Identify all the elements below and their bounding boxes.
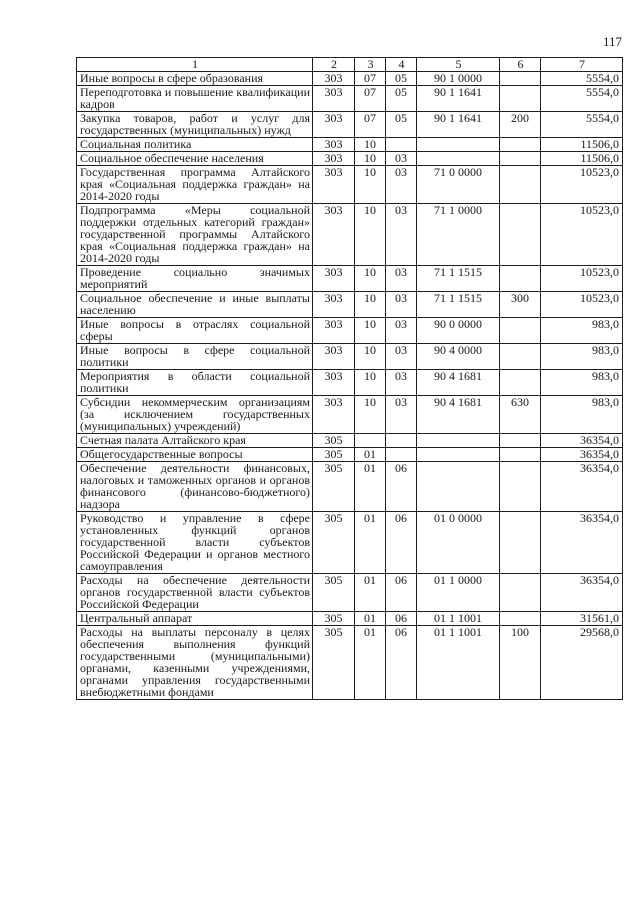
- target-article-cell: 01 1 1001: [417, 626, 500, 700]
- item-name-cell: Обеспечение деятельности финансовых, налоговых и таможенных органов и органов финансового (финансово-бюджетного) надзора: [77, 462, 313, 512]
- table-row: [77, 72, 623, 86]
- ministry-code-cell: 303: [313, 370, 355, 396]
- amount-cell: 36354,0: [541, 462, 623, 512]
- target-article-cell: [417, 448, 500, 462]
- expense-type-cell: [500, 574, 541, 612]
- target-article-cell: 90 1 1641: [417, 112, 500, 138]
- subsection-code-cell: [386, 448, 417, 462]
- amount-cell: 983,0: [541, 344, 623, 370]
- table-row: [77, 370, 623, 396]
- subsection-code-cell: 03: [386, 166, 417, 204]
- item-name-cell: Подпрограмма «Меры социальной поддержки отдельных категорий граждан» государственной программы Алтайского края «Социальная поддержка граждан» на 2014-2020 годы: [77, 204, 313, 266]
- table-row: [77, 344, 623, 370]
- item-name-cell: Субсидии некоммерческим организациям (за исключением государственных (муниципальных) учреждений): [77, 396, 313, 434]
- ministry-code-cell: 303: [313, 166, 355, 204]
- expense-type-cell: [500, 86, 541, 112]
- subsection-code-cell: [386, 138, 417, 152]
- amount-cell: 11506,0: [541, 138, 623, 152]
- target-article-cell: 90 1 0000: [417, 72, 500, 86]
- subsection-code-cell: 03: [386, 396, 417, 434]
- subsection-code-cell: 03: [386, 266, 417, 292]
- expense-type-cell: 100: [500, 626, 541, 700]
- expense-type-cell: [500, 448, 541, 462]
- subsection-code-cell: 03: [386, 318, 417, 344]
- ministry-code-cell: 303: [313, 292, 355, 318]
- amount-cell: 11506,0: [541, 152, 623, 166]
- section-code-cell: 01: [355, 448, 386, 462]
- item-name-cell: Государственная программа Алтайского края «Социальная поддержка граждан» на 2014-2020 годы: [77, 166, 313, 204]
- item-name-cell: Переподготовка и повышение квалификации кадров: [77, 86, 313, 112]
- expense-type-cell: [500, 512, 541, 574]
- amount-cell: 5554,0: [541, 86, 623, 112]
- section-code-cell: 01: [355, 574, 386, 612]
- ministry-code-cell: 305: [313, 462, 355, 512]
- target-article-cell: 71 1 1515: [417, 266, 500, 292]
- target-article-cell: 90 4 1681: [417, 370, 500, 396]
- section-code-cell: 10: [355, 292, 386, 318]
- table-row: [77, 86, 623, 112]
- target-article-cell: 90 4 1681: [417, 396, 500, 434]
- target-article-cell: [417, 462, 500, 512]
- expense-type-cell: [500, 72, 541, 86]
- section-code-cell: 10: [355, 370, 386, 396]
- item-name-cell: Социальная политика: [77, 138, 313, 152]
- amount-cell: 10523,0: [541, 292, 623, 318]
- item-name-cell: Расходы на выплаты персоналу в целях обеспечения выполнения функций государственными (муниципальными) органами, казенными учреждениями, органами управления государственными внебюджетными фондами: [77, 626, 313, 700]
- ministry-code-cell: 303: [313, 266, 355, 292]
- item-name-cell: Социальное обеспечение и иные выплаты населению: [77, 292, 313, 318]
- expense-type-cell: [500, 344, 541, 370]
- header-cell: 1: [77, 58, 313, 72]
- table-body: [77, 72, 623, 700]
- table-row: [77, 138, 623, 152]
- target-article-cell: 71 1 1515: [417, 292, 500, 318]
- ministry-code-cell: 305: [313, 574, 355, 612]
- table-row: [77, 166, 623, 204]
- item-name-cell: Счетная палата Алтайского края: [77, 434, 313, 448]
- ministry-code-cell: 303: [313, 318, 355, 344]
- section-code-cell: 01: [355, 462, 386, 512]
- ministry-code-cell: 305: [313, 612, 355, 626]
- expense-type-cell: [500, 138, 541, 152]
- ministry-code-cell: 303: [313, 152, 355, 166]
- item-name-cell: Расходы на обеспечение деятельности органов государственной власти субъектов Российской Федерации: [77, 574, 313, 612]
- ministry-code-cell: 303: [313, 396, 355, 434]
- target-article-cell: 01 0 0000: [417, 512, 500, 574]
- item-name-cell: Проведение социально значимых мероприятий: [77, 266, 313, 292]
- section-code-cell: 01: [355, 612, 386, 626]
- target-article-cell: [417, 434, 500, 448]
- expense-type-cell: [500, 152, 541, 166]
- subsection-code-cell: 06: [386, 626, 417, 700]
- amount-cell: 36354,0: [541, 448, 623, 462]
- table-row: [77, 462, 623, 512]
- subsection-code-cell: 03: [386, 152, 417, 166]
- table-row: [77, 318, 623, 344]
- expense-type-cell: [500, 266, 541, 292]
- header-cell: 2: [313, 58, 355, 72]
- ministry-code-cell: 303: [313, 112, 355, 138]
- amount-cell: 5554,0: [541, 72, 623, 86]
- table-header-row: [77, 58, 623, 72]
- expense-type-cell: [500, 370, 541, 396]
- section-code-cell: 07: [355, 72, 386, 86]
- target-article-cell: 01 1 0000: [417, 574, 500, 612]
- table-row: [77, 396, 623, 434]
- subsection-code-cell: 06: [386, 612, 417, 626]
- expense-type-cell: [500, 612, 541, 626]
- amount-cell: 29568,0: [541, 626, 623, 700]
- budget-table: [76, 57, 623, 700]
- table-row: [77, 626, 623, 700]
- expense-type-cell: 630: [500, 396, 541, 434]
- target-article-cell: 90 1 1641: [417, 86, 500, 112]
- header-cell: 3: [355, 58, 386, 72]
- target-article-cell: 01 1 1001: [417, 612, 500, 626]
- subsection-code-cell: 03: [386, 204, 417, 266]
- item-name-cell: Руководство и управление в сфере установленных функций органов государственной власти субъектов Российской Федерации и органов местного самоуправления: [77, 512, 313, 574]
- target-article-cell: [417, 138, 500, 152]
- target-article-cell: 90 0 0000: [417, 318, 500, 344]
- ministry-code-cell: 305: [313, 434, 355, 448]
- amount-cell: 31561,0: [541, 612, 623, 626]
- ministry-code-cell: 303: [313, 204, 355, 266]
- ministry-code-cell: 305: [313, 448, 355, 462]
- expense-type-cell: [500, 166, 541, 204]
- subsection-code-cell: 06: [386, 574, 417, 612]
- table-row: [77, 512, 623, 574]
- amount-cell: 36354,0: [541, 512, 623, 574]
- subsection-code-cell: 05: [386, 112, 417, 138]
- amount-cell: 10523,0: [541, 204, 623, 266]
- section-code-cell: 01: [355, 512, 386, 574]
- ministry-code-cell: 303: [313, 138, 355, 152]
- item-name-cell: Закупка товаров, работ и услуг для государственных (муниципальных) нужд: [77, 112, 313, 138]
- expense-type-cell: [500, 318, 541, 344]
- subsection-code-cell: 05: [386, 72, 417, 86]
- amount-cell: 983,0: [541, 318, 623, 344]
- item-name-cell: Социальное обеспечение населения: [77, 152, 313, 166]
- ministry-code-cell: 303: [313, 72, 355, 86]
- table-row: [77, 574, 623, 612]
- table-row: [77, 204, 623, 266]
- header-cell: 7: [541, 58, 623, 72]
- section-code-cell: 10: [355, 152, 386, 166]
- amount-cell: 983,0: [541, 370, 623, 396]
- section-code-cell: 10: [355, 138, 386, 152]
- subsection-code-cell: 03: [386, 292, 417, 318]
- item-name-cell: Иные вопросы в сфере социальной политики: [77, 344, 313, 370]
- expense-type-cell: [500, 434, 541, 448]
- subsection-code-cell: 03: [386, 370, 417, 396]
- target-article-cell: 71 1 0000: [417, 204, 500, 266]
- target-article-cell: 90 4 0000: [417, 344, 500, 370]
- amount-cell: 5554,0: [541, 112, 623, 138]
- expense-type-cell: 200: [500, 112, 541, 138]
- subsection-code-cell: 05: [386, 86, 417, 112]
- item-name-cell: Мероприятия в области социальной политики: [77, 370, 313, 396]
- table-row: [77, 112, 623, 138]
- section-code-cell: 10: [355, 344, 386, 370]
- item-name-cell: Иные вопросы в отраслях социальной сферы: [77, 318, 313, 344]
- target-article-cell: 71 0 0000: [417, 166, 500, 204]
- amount-cell: 10523,0: [541, 166, 623, 204]
- amount-cell: 36354,0: [541, 574, 623, 612]
- ministry-code-cell: 303: [313, 344, 355, 370]
- target-article-cell: [417, 152, 500, 166]
- page-number: 117: [602, 34, 622, 49]
- header-cell: 5: [417, 58, 500, 72]
- section-code-cell: 10: [355, 318, 386, 344]
- table-row: [77, 448, 623, 462]
- ministry-code-cell: 305: [313, 626, 355, 700]
- subsection-code-cell: 06: [386, 462, 417, 512]
- section-code-cell: 10: [355, 204, 386, 266]
- item-name-cell: Общегосударственные вопросы: [77, 448, 313, 462]
- table-row: [77, 266, 623, 292]
- header-cell: 6: [500, 58, 541, 72]
- header-cell: 4: [386, 58, 417, 72]
- section-code-cell: 01: [355, 626, 386, 700]
- subsection-code-cell: 03: [386, 344, 417, 370]
- table-row: [77, 434, 623, 448]
- section-code-cell: 10: [355, 396, 386, 434]
- section-code-cell: 07: [355, 112, 386, 138]
- subsection-code-cell: [386, 434, 417, 448]
- amount-cell: 10523,0: [541, 266, 623, 292]
- section-code-cell: [355, 434, 386, 448]
- expense-type-cell: [500, 204, 541, 266]
- table-row: [77, 152, 623, 166]
- expense-type-cell: 300: [500, 292, 541, 318]
- section-code-cell: 07: [355, 86, 386, 112]
- expense-type-cell: [500, 462, 541, 512]
- amount-cell: 36354,0: [541, 434, 623, 448]
- section-code-cell: 10: [355, 166, 386, 204]
- item-name-cell: Иные вопросы в сфере образования: [77, 72, 313, 86]
- section-code-cell: 10: [355, 266, 386, 292]
- ministry-code-cell: 305: [313, 512, 355, 574]
- table-row: [77, 292, 623, 318]
- amount-cell: 983,0: [541, 396, 623, 434]
- ministry-code-cell: 303: [313, 86, 355, 112]
- subsection-code-cell: 06: [386, 512, 417, 574]
- item-name-cell: Центральный аппарат: [77, 612, 313, 626]
- table-row: [77, 612, 623, 626]
